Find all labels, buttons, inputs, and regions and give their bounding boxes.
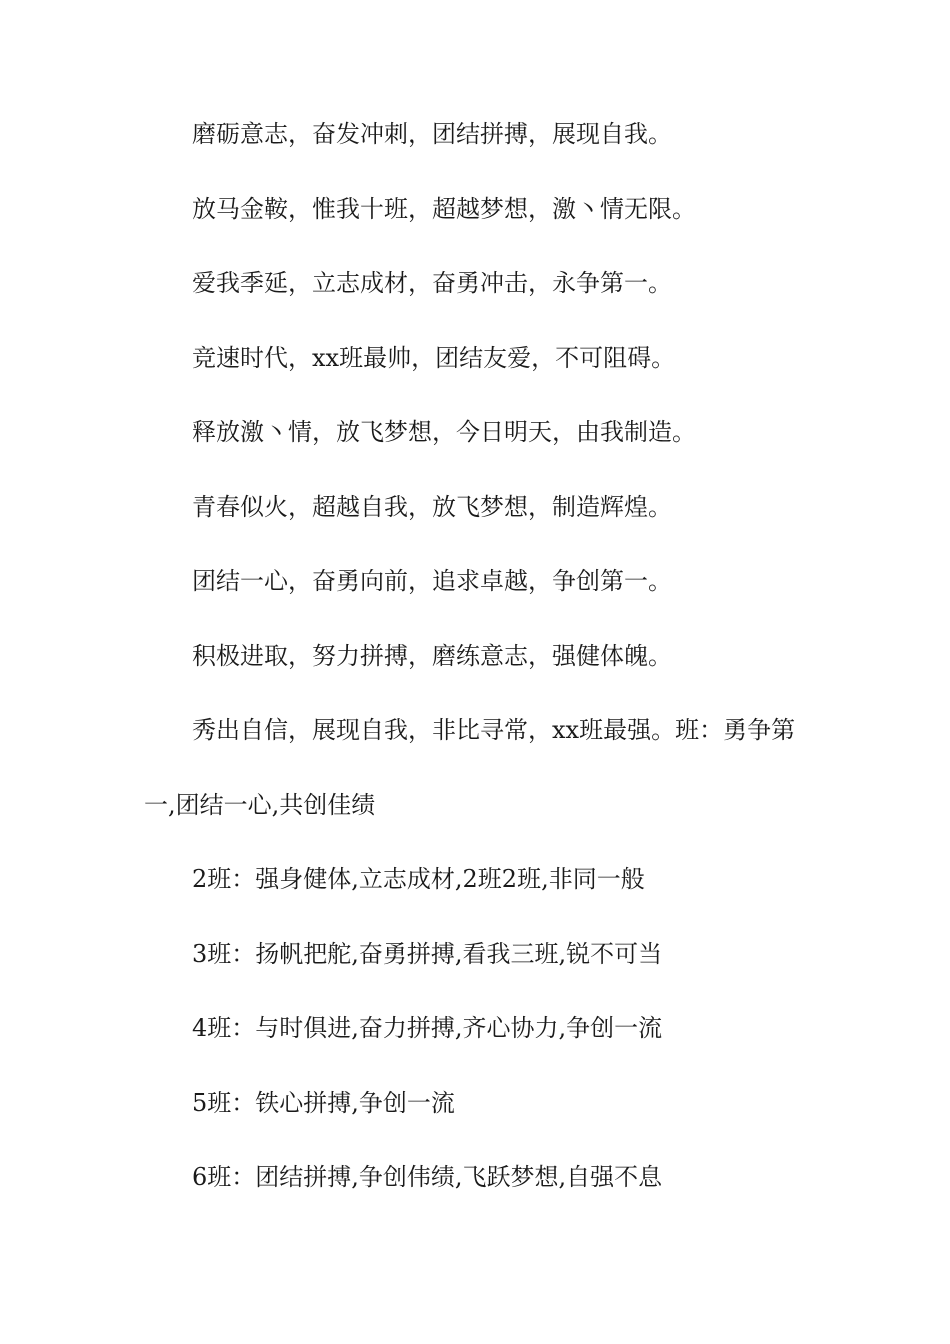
slogan-line: 青春似火，超越自我，放飞梦想，制造辉煌。 <box>192 492 672 521</box>
slogan-line: 放马金鞍，惟我十班，超越梦想，激丶情无限。 <box>192 194 696 223</box>
slogan-line: 磨砺意志，奋发冲刺，团结拼搏，展现自我。 <box>192 120 672 148</box>
slogan-line: 团结一心，奋勇向前，追求卓越，争创第一。 <box>192 567 672 595</box>
document-body <box>144 116 814 1234</box>
slogan-wrapped-paragraph <box>144 712 814 824</box>
slogan-line: 竞速时代，xx班最帅，团结友爱，不可阻碍。 <box>192 343 676 372</box>
class-slogan-line: 3班：扬帆把舵,奋勇拼搏,看我三班,锐不可当 <box>192 939 663 968</box>
class-slogan-line: 2班：强身健体,立志成材,2班2班,非同一般 <box>192 865 645 893</box>
class-slogan-line: 4班：与时俱进,奋力拼搏,齐心协力,争创一流 <box>192 1014 663 1042</box>
class-slogan-line: 6班：团结拼搏,争创伟绩,飞跃梦想,自强不息 <box>192 1163 663 1191</box>
wrapped-line-second: 一,团结一心,共创佳绩 <box>144 790 376 819</box>
class-slogan-line: 5班：铁心拼搏,争创一流 <box>192 1088 455 1117</box>
wrapped-line-first: 秀出自信，展现自我，非比寻常，xx班最强。班：勇争第 <box>192 716 796 744</box>
slogan-line: 释放激丶情，放飞梦想，今日明天，由我制造。 <box>192 418 696 446</box>
slogan-line: 积极进取，努力拼搏，磨练意志，强健体魄。 <box>192 641 672 670</box>
slogan-line: 爱我季延，立志成材，奋勇冲击，永争第一。 <box>192 269 672 297</box>
